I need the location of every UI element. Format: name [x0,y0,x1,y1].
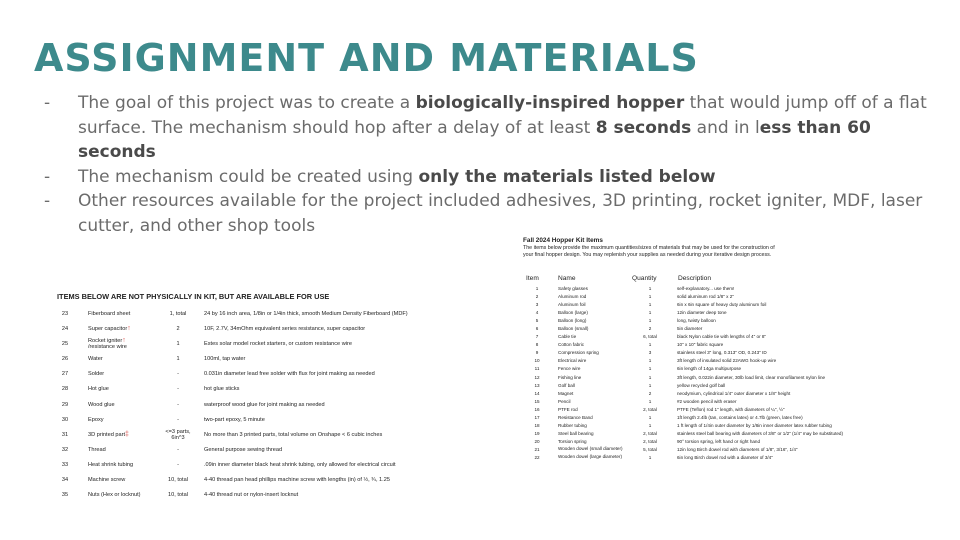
kit-item-number: 15 [534,398,540,404]
kit-item-name: Resistance Band [558,414,593,420]
kit-item-quantity: 1 [648,358,652,364]
bullet-dash: - [44,191,51,211]
kit-item-name: Torsion spring [558,438,587,444]
kit-item-number: 10 [534,358,540,364]
extra-item-quantity: - [177,446,179,453]
extra-table-row [50,384,510,399]
extra-item-quantity-cell [152,386,204,392]
extra-item-number: 25 [61,341,69,348]
extra-item-quantity: <=3 parts, [165,428,191,435]
kit-item-name: Electrical wire [558,358,587,364]
kit-table-row [520,294,940,302]
kit-item-name: Golf ball [558,382,575,388]
kit-item-description: 12in long Birch dowel rod with diameters of 1/8", 3/16", 1/4" [677,446,798,452]
kit-table-row [520,334,940,342]
extra-item-number: 34 [61,477,69,484]
bullet-bold-text: 8 seconds [595,117,692,138]
bullet-bold-text: ess than 60 seconds [78,117,871,162]
kit-item-number: 8 [535,342,539,348]
extra-item-name-cell [88,447,106,453]
extra-item-quantity: - [177,371,179,378]
bullet-item [44,165,934,190]
kit-item-quantity: 1 [648,302,652,308]
kit-item-description: 5in diameter [677,326,703,332]
kit-item-number: 6 [535,326,539,332]
extra-item-description: 0.031in diameter lead free solder with flux for joint making as needed [204,371,375,378]
extra-table-row [50,415,510,430]
extra-item-name-cell [88,477,125,483]
kit-table-row [520,383,940,391]
kit-item-number: 19 [534,430,540,436]
kit-item-quantity: 1 [648,382,652,388]
kit-item-number: 22 [534,454,540,460]
kit-item-description: 1 ft length of 1/4in outer diameter by 1/8in inner diameter latex rubber tubing [677,422,832,428]
kit-item-quantity: 1 [648,414,652,420]
bullet-text: Other resources available for the project included adhesives, 3D printing, rocket igniter, MDF, laser cutter, and other shop tools [78,191,923,236]
kit-item-quantity: 1 [648,366,652,372]
kit-table-row [520,302,940,310]
extra-item-name: Super capacitor [88,326,128,333]
extra-item-number: 33 [61,461,69,468]
kit-table-row [520,358,940,366]
bullet-bold-text: only the materials listed below [418,166,716,187]
kit-item-name: Steel ball bearing [558,430,594,436]
extra-item-quantity: 1 [176,356,180,363]
kit-item-number: 17 [534,414,540,420]
kit-item-name: Aluminum foil [558,302,586,308]
kit-table-body [520,286,940,463]
extra-item-name-cell [88,462,133,468]
extra-item-name-cell [88,326,131,332]
extra-item-name-cell [88,356,103,362]
kit-table-row [520,391,940,399]
kit-item-number: 13 [534,382,540,388]
kit-item-description: 3ft length of insulated solid 22AWG hook-up wire [677,358,777,364]
extra-item-quantity-cell [152,477,204,483]
extra-item-quantity-cell [152,326,204,332]
extra-item-name: Fiberboard sheet [88,311,131,317]
kit-item-description: neodymium, cylindrical 1/4" outer diameter x 1/8" height [677,390,791,396]
extra-item-quantity-cell [152,311,204,317]
kit-table-row [520,407,940,415]
bullet-item [44,91,934,165]
extra-item-name-cell [88,432,129,438]
kit-item-description: yellow recycled golf ball [677,382,726,388]
extra-table-row [50,339,510,354]
extra-item-description: 4-40 thread nut or nylon-insert locknut [204,492,299,499]
bullet-text: that would jump off of a flat surface. The mechanism should hop after a delay of at least [78,93,927,138]
kit-item-name: Magnet [558,390,574,396]
bullet-text: and in l [691,117,760,138]
bullet-text: The mechanism could be created using [78,166,419,187]
extra-item-quantity: - [177,386,179,393]
kit-item-quantity: 2, total [643,438,657,444]
kit-doc-note-line: The items below provide the maximum quantities/sizes of materials that may be used for the construction of [523,245,775,251]
extra-item-description: Estes solar model rocket starters, or custom resistance wire [204,341,352,348]
kit-item-name: Aluminum rod [558,294,587,300]
kit-doc-note-line: your final hopper design. You may replenish your supplies as needed during your iterative design process. [523,252,772,258]
extra-item-quantity: 10, total [168,477,188,484]
kit-item-description: stainless steel 3" long, 0.313" OD, 0.243" ID [677,350,767,356]
extra-item-quantity-cell [152,356,204,362]
kit-table-row [520,350,940,358]
extra-item-name: Water [88,356,103,363]
extra-table-row [50,354,510,369]
kit-item-number: 16 [534,406,540,412]
kit-item-number: 12 [534,374,540,380]
kit-item-name: Balloon (large) [558,310,588,316]
kit-item-description: 3ft length, 0.022in diameter, 30lb load limit, clear monofilament nylon line [677,374,826,380]
kit-item-description: 12in diameter deep tone [677,310,727,316]
kit-doc-note [523,245,943,259]
extra-item-quantity: 1 [176,341,180,348]
extra-table-row [50,309,510,324]
extra-item-number: 31 [61,431,69,438]
extra-item-description: 4-40 thread pan head phillips machine screw with lengths (in) of ½, ¾, 1.25 [204,477,390,484]
extra-item-name-cell [88,371,104,377]
kit-item-description: 10" x 10" fabric square [677,342,724,348]
kit-item-description: 6in long Birch dowel rod with a diameter of 3/4" [677,454,773,460]
kit-item-description: 90° torsion spring, left hand or right hand [677,438,761,444]
kit-table-row [520,455,940,463]
kit-item-name: PTFE rod [558,406,578,412]
bullet-dash: - [44,93,51,113]
kit-item-quantity: 6, total [643,334,657,340]
kit-table-row [520,342,940,350]
kit-item-quantity: 5, total [643,446,657,452]
extra-table-row [50,475,510,490]
kit-item-quantity: 1 [648,294,652,300]
kit-item-quantity: 2 [648,390,652,396]
kit-item-description: 6in x 6in square of heavy duty aluminum foil [677,302,767,308]
extra-item-quantity: 10, total [168,492,188,499]
kit-table-row [520,326,940,334]
kit-item-number: 5 [535,318,539,324]
kit-item-number: 7 [535,334,539,340]
kit-item-name: Rubber tubing [558,422,587,428]
extra-item-name: Wood glue [88,401,115,408]
kit-item-name: Fence wire [558,366,581,372]
extra-item-name: Heat shrink tubing [88,461,134,468]
extra-item-quantity-cell [152,492,204,498]
extra-item-number: 27 [61,371,69,378]
kit-item-name: Wooden dowel (small diameter) [558,445,623,451]
extra-item-number: 24 [61,326,69,333]
extra-item-quantity-cell [152,341,204,347]
kit-item-quantity: 1 [648,318,652,324]
kit-header-quantity: Quantity [632,275,657,282]
kit-item-name: Balloon (small) [558,326,589,332]
extra-item-quantity-continued: 6in^3 [171,434,185,441]
extra-item-description: 10F, 2.7V, 34mOhm equivalent series resistance, super capacitor [204,326,366,333]
kit-item-number: 20 [534,438,540,444]
kit-header-name: Name [558,275,576,282]
extra-item-name: Thread [88,446,106,453]
red-arrow-mark-icon: ↑ [127,325,131,333]
extra-item-description: two-part epoxy, 5 minute [204,416,265,423]
extra-table-row [50,490,510,505]
slide-title: ASSIGNMENT AND MATERIALS [34,36,699,80]
bullet-item [44,189,934,238]
kit-item-number: 21 [534,446,540,452]
extra-table-row [50,445,510,460]
kit-table-row [520,423,940,431]
kit-item-quantity: 2, total [643,430,657,436]
red-double-dagger-mark-icon: ‡ [125,430,129,438]
extra-table-row [50,324,510,339]
kit-item-description: 1ft length 2.4lb (tan, contains latex) or 4.7lb (green, latex free) [677,414,803,420]
kit-item-quantity: 1 [648,310,652,316]
kit-table-row [520,310,940,318]
kit-item-description: long, twisty balloon [677,318,716,324]
kit-item-description: #2 wooden pencil with eraser [677,398,737,404]
kit-table-row [520,366,940,374]
kit-item-name: Compression spring [558,350,599,356]
extra-item-name-cell [88,311,130,317]
kit-item-quantity: 3 [648,350,652,356]
extra-item-description: No more than 3 printed parts, total volume on Onshape < 6 cubic inches [204,431,383,438]
kit-item-description: stainless steel ball bearing with diameters of 3/8" or 1/2" (1/4" may be substituted) [677,430,844,436]
kit-item-quantity: 1 [648,374,652,380]
kit-doc-title: Fall 2024 Hopper Kit Items [523,237,603,244]
bullet-dash: - [44,166,51,187]
bullet-list [44,91,934,238]
kit-item-number: 14 [534,390,540,396]
extra-item-quantity: - [177,461,179,468]
extra-item-name: Epoxy [88,416,104,423]
extra-doc-title: ITEMS BELOW ARE NOT PHYSICALLY IN KIT, BUT ARE AVAILABLE FOR USE [57,292,330,301]
kit-item-name: Cotton fabric [558,342,585,348]
extra-item-name: Solder [88,371,105,378]
extra-item-number: 29 [61,401,69,408]
extra-item-number: 28 [61,386,69,393]
extra-item-quantity-cell [152,462,204,468]
extra-item-name-cell [88,338,127,350]
bullet-text: The goal of this project was to create a [78,93,416,113]
kit-item-description: PTFE (Teflon) rod 1" length, with diameters of ¼", ½" [677,406,785,412]
kit-item-name: Safety glasses [558,286,588,291]
extra-item-quantity: 2 [176,326,180,333]
kit-item-name: Wooden dowel (large diameter) [558,453,623,459]
extra-item-name: Hot glue [88,386,109,393]
kit-item-number: 3 [535,302,539,308]
extra-table-body [50,309,510,505]
kit-item-name: Pencil [558,398,571,404]
kit-item-name: Fishing line [558,374,582,380]
extra-item-name: 3D printed part [88,431,126,438]
extra-item-quantity-cell [152,371,204,377]
extra-table-row [50,369,510,384]
extra-item-quantity-cell [152,417,204,423]
red-arrow-mark-icon: ↑ [122,337,126,345]
extra-item-description: waterproof wood glue for joint making as needed [204,401,325,408]
kit-table-row [520,399,940,407]
kit-item-name: Cable tie [558,334,577,340]
kit-item-quantity: 1 [648,422,652,428]
extra-item-description: hot glue sticks [204,386,240,393]
extra-table-row [50,400,510,415]
extra-item-quantity: - [177,416,179,423]
kit-table-row [520,286,940,294]
extra-item-quantity-cell [152,429,204,441]
kit-item-number: 2 [535,294,539,300]
kit-item-description: self-explanatory... use them! [677,286,735,291]
extra-item-description: 24 by 16 inch area, 1/8in or 1/4in thick, smooth Medium Density Fiberboard (MDF) [204,311,408,317]
extra-item-number: 23 [61,311,69,317]
kit-item-description: solid aluminum rod 1/8" x 2" [677,294,734,300]
kit-item-quantity: 1 [648,454,652,460]
extra-item-name: Nuts (Hex or locknut) [88,492,141,499]
extra-item-quantity: - [177,401,179,408]
extra-item-name: Rocket igniter [88,338,123,345]
kit-table-row [520,375,940,383]
kit-header-description: Description [678,275,711,282]
extra-item-number: 26 [61,356,69,363]
kit-table-row [520,431,940,439]
extra-table-row [50,430,510,445]
kit-item-quantity: 2 [648,326,652,332]
extra-item-name-cell [88,417,104,423]
kit-table-row [520,415,940,423]
kit-item-number: 4 [535,310,539,316]
kit-item-quantity: 1 [648,286,652,291]
kit-table-row [520,318,940,326]
kit-item-quantity: 1 [648,398,652,404]
extra-item-number: 30 [61,416,69,423]
kit-item-description: 6in length of 14ga multipurpose [677,366,742,372]
kit-item-number: 9 [535,350,539,356]
extra-item-number: 35 [61,492,69,499]
kit-item-number: 11 [534,366,540,372]
extra-table-row [50,460,510,475]
kit-item-number: 18 [534,422,540,428]
extra-item-quantity-cell [152,447,204,453]
extra-item-description: 100ml, tap water [204,356,246,363]
extra-item-name-cell [88,386,109,392]
extra-item-number: 32 [61,446,69,453]
kit-item-description: black Nylon cable tie with lengths of 4" or 8" [677,334,767,340]
kit-item-name: Balloon (long) [558,318,587,324]
kit-header-item: Item [526,275,539,282]
extra-item-description: .09in inner diameter black heat shrink tubing, only allowed for electrical circuit [204,461,396,468]
extra-item-description: General purpose sewing thread [204,446,283,453]
extra-item-quantity-cell [152,402,204,408]
extra-item-quantity: 1, total [169,311,187,317]
extra-item-name-continued: /resistance wire [88,344,127,351]
kit-item-quantity: 1 [648,342,652,348]
bullet-bold-text: biologically-inspired hopper [415,93,685,113]
extra-item-name-cell [88,492,141,498]
extra-item-name-cell [88,402,115,408]
kit-item-quantity: 2, total [643,406,657,412]
extra-item-name: Machine screw [88,477,126,484]
kit-item-number: 1 [535,286,539,291]
